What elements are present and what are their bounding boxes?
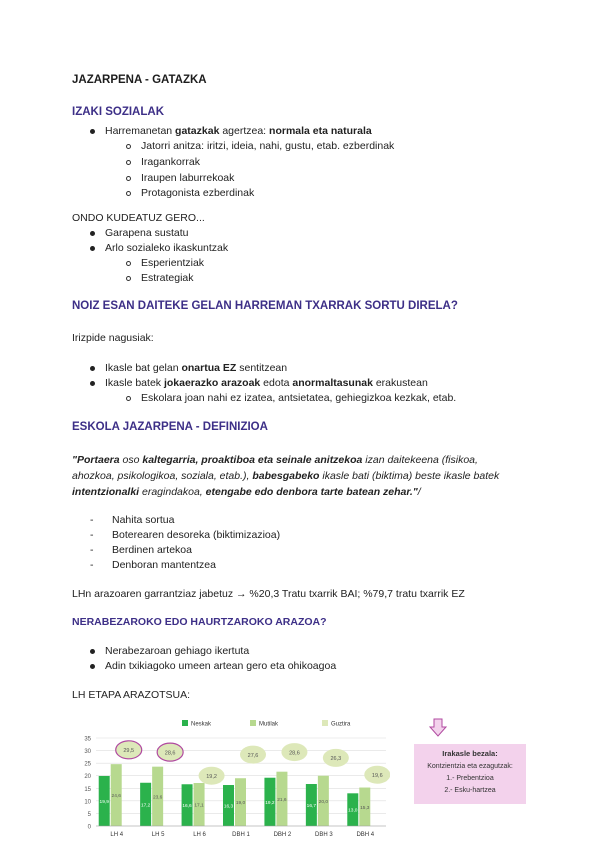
legend-label: Mutilak bbox=[259, 721, 279, 728]
definition-quote: "Portaera oso kaltegarria, proaktiboa eta seinale anitzekoa izan daitekeena (fisikoa, ahozkoa, psikologikoa, soziala, etab.), babesgabeko ikasle bati (biktima) beste ikasle batek intentzionalki eragindakoa, etengabe edo denbora tarte batean zehar."/ bbox=[72, 454, 500, 498]
dash-item: - Boterearen desoreka (biktimizazioa) bbox=[90, 529, 281, 541]
x-tick-label: DBH 4 bbox=[356, 832, 375, 838]
list-item: Adin txikiagoko umeen artean gero eta ohikoagoa bbox=[90, 660, 336, 672]
teacher-note-panel bbox=[400, 718, 528, 830]
x-tick-label: DBH 3 bbox=[315, 832, 333, 838]
data-label: 19,6 bbox=[371, 772, 383, 779]
data-label: 17,2 bbox=[140, 803, 151, 809]
circle-bullet-icon bbox=[126, 276, 131, 281]
legend-swatch bbox=[322, 720, 328, 726]
legend-swatch bbox=[250, 720, 256, 726]
etapa-label: LH ETAPA ARAZOTSUA: bbox=[72, 689, 191, 701]
data-label: 17,1 bbox=[194, 803, 204, 809]
data-label: 24,6 bbox=[111, 794, 121, 800]
legend-swatch bbox=[182, 720, 188, 726]
legend-label: Guztira bbox=[331, 721, 351, 728]
sub-item: Iraupen laburrekoak bbox=[126, 172, 234, 184]
circle-bullet-icon bbox=[126, 396, 131, 401]
x-tick-label: LH 5 bbox=[151, 832, 165, 838]
data-label: 23,6 bbox=[152, 795, 163, 801]
y-tick-label: 10 bbox=[84, 799, 91, 806]
dash-item: - Denboran mantentzea bbox=[90, 559, 216, 571]
list-item: Ikasle batek jokaerazko arazoak edota anormaltasunak erakustean bbox=[90, 377, 428, 389]
x-tick-label: LH 6 bbox=[193, 832, 206, 838]
circle-bullet-icon bbox=[126, 160, 131, 165]
heading-noiz: NOIZ ESAN DAITEKE GELAN HARREMAN TXARRAK SORTU DIRELA? bbox=[72, 300, 458, 312]
y-tick-label: 0 bbox=[87, 824, 91, 831]
sub-item: Iragankorrak bbox=[126, 156, 200, 168]
bullet-icon bbox=[90, 366, 95, 371]
bar-chart bbox=[72, 716, 390, 842]
data-label: 19,2 bbox=[206, 773, 217, 780]
data-label: 19,0 bbox=[235, 801, 246, 807]
list-item: Garapena sustatu bbox=[90, 227, 188, 239]
list-item: Nerabezaroan gehiago ikertuta bbox=[90, 645, 249, 657]
y-tick-label: 35 bbox=[84, 736, 91, 743]
data-label: 29,5 bbox=[123, 748, 135, 755]
bullet-icon bbox=[90, 664, 95, 669]
sub-item: Eskolara joan nahi ez izatea, antsietatea, gehiegizkoa kezkak, etab. bbox=[126, 392, 456, 404]
data-label: 16,7 bbox=[306, 804, 317, 810]
x-tick-label: LH 4 bbox=[110, 832, 124, 838]
bullet-icon bbox=[90, 649, 95, 654]
data-label: 15,3 bbox=[360, 805, 370, 811]
data-label: 28,6 bbox=[164, 750, 176, 757]
y-tick-label: 25 bbox=[84, 761, 91, 768]
dash-item: - Berdinen artekoa bbox=[90, 544, 192, 556]
ondo-heading: ONDO KUDEATUZ GERO... bbox=[72, 212, 205, 224]
page-title: JAZARPENA - GATAZKA bbox=[72, 74, 207, 86]
x-tick-label: DBH 1 bbox=[232, 832, 250, 838]
y-tick-label: 20 bbox=[84, 774, 91, 781]
circle-bullet-icon bbox=[126, 176, 131, 181]
circle-bullet-icon bbox=[126, 144, 131, 149]
x-tick-label: DBH 2 bbox=[273, 832, 292, 838]
data-label: 20,0 bbox=[318, 799, 329, 805]
dash-item: - Nahita sortua bbox=[90, 514, 175, 526]
y-tick-label: 15 bbox=[84, 786, 91, 793]
list-item: Harremanetan gatazkak agertzea: normala eta naturala bbox=[90, 125, 372, 137]
data-label: 16,3 bbox=[223, 804, 234, 810]
sub-item: Estrategiak bbox=[126, 272, 194, 284]
data-label: 28,6 bbox=[289, 750, 300, 757]
data-label: 19,2 bbox=[265, 800, 275, 806]
data-label: 19,9 bbox=[99, 799, 109, 805]
y-tick-label: 5 bbox=[87, 811, 91, 818]
teacher-note: Irakasle bezala: Kontzientzia eta ezagutzak: 1.- Prebentzioa 2.- Esku-hartzea bbox=[414, 744, 526, 804]
circle-bullet-icon bbox=[126, 261, 131, 266]
list-item: Ikasle bat gelan onartua EZ sentitzean bbox=[90, 362, 287, 374]
data-label: 27,6 bbox=[247, 752, 259, 759]
circle-bullet-icon bbox=[126, 191, 131, 196]
bullet-icon bbox=[90, 246, 95, 251]
sub-item: Protagonista ezberdinak bbox=[126, 187, 254, 199]
sub-item: Esperientziak bbox=[126, 257, 204, 269]
data-label: 21,6 bbox=[277, 797, 287, 803]
intro-text: Irizpide nagusiak: bbox=[72, 332, 154, 344]
heading-definizioa: ESKOLA JAZARPENA - DEFINIZIOA bbox=[72, 421, 268, 433]
lh-statistic: LHn arazoaren garrantziaz jabetuz → %20,3 Tratu txarrik BAI; %79,7 tratu txarrik EZ bbox=[72, 588, 465, 600]
legend-label: Neskak bbox=[191, 721, 212, 728]
down-arrow-icon bbox=[428, 718, 448, 738]
bullet-icon bbox=[90, 129, 95, 134]
data-label: 16,6 bbox=[182, 804, 192, 810]
sub-item: Jatorri anitza: iritzi, ideia, nahi, gustu, etab. ezberdinak bbox=[126, 140, 394, 152]
data-label: 13,0 bbox=[348, 808, 358, 814]
heading-nerabezaro: NERABEZAROKO EDO HAURTZAROKO ARAZOA? bbox=[72, 616, 327, 628]
list-item: Arlo sozialeko ikaskuntzak bbox=[90, 242, 228, 254]
y-tick-label: 30 bbox=[84, 749, 91, 756]
bullet-icon bbox=[90, 381, 95, 386]
bullet-icon bbox=[90, 231, 95, 236]
heading-izaki: IZAKI SOZIALAK bbox=[72, 106, 164, 118]
data-label: 26,3 bbox=[330, 756, 342, 763]
